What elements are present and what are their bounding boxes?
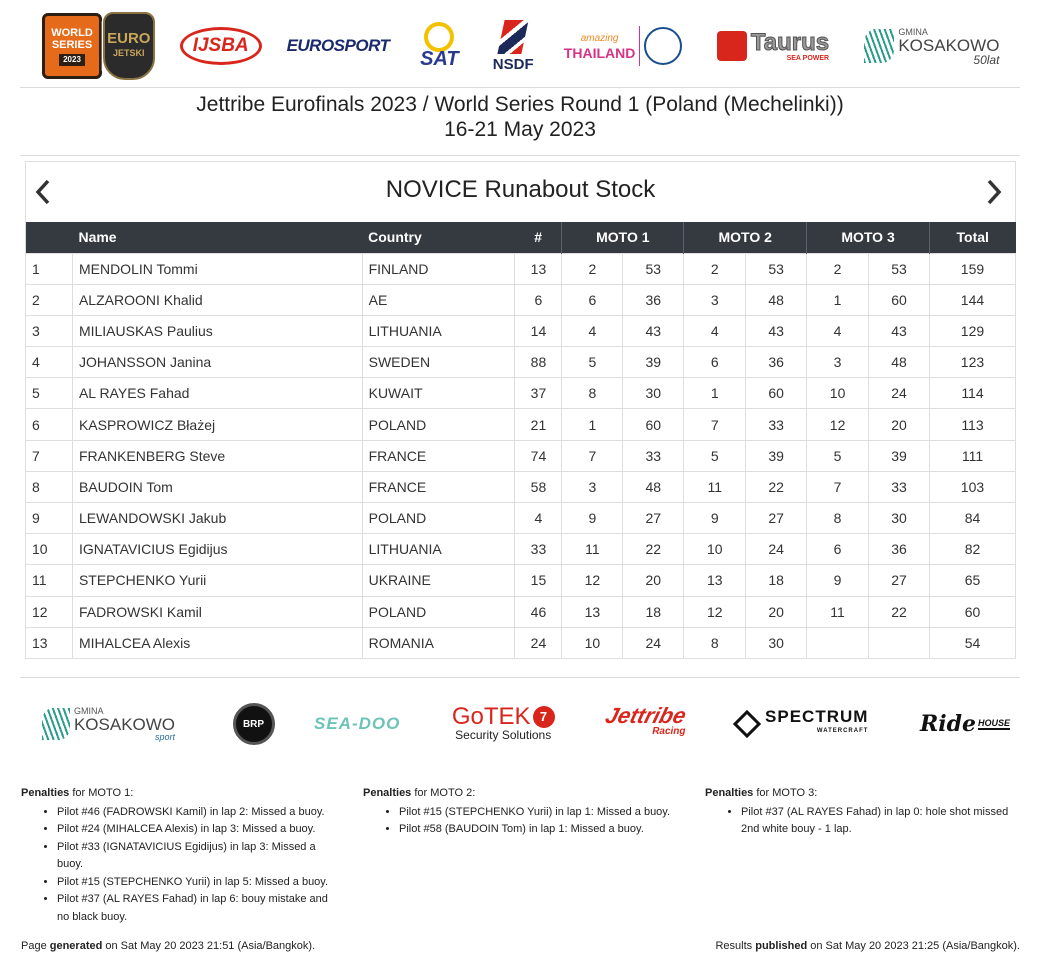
table-row: [26, 409, 1016, 440]
row-name: IGNATAVICIUS Egidijus: [72, 534, 362, 565]
row-moto1-place: 6: [562, 284, 623, 315]
row-moto2-points: 39: [746, 440, 807, 471]
row-moto3-points: 20: [869, 409, 930, 440]
event-dates: 16-21 May 2023: [444, 118, 596, 141]
row-moto2-points: 20: [746, 596, 807, 627]
sat-logo[interactable]: SAT: [414, 13, 464, 79]
col-header-name: Name: [78, 229, 117, 246]
row-moto1-place: 9: [562, 503, 623, 534]
row-moto1-points: 53: [623, 253, 684, 284]
row-moto1-points: 43: [623, 315, 684, 346]
table-row: [26, 253, 1016, 284]
row-moto3-points: 22: [869, 596, 930, 627]
row-moto2-points: 43: [746, 315, 807, 346]
penalty-item: • Pilot #15 (STEPCHENKO Yurii) in lap 5: Missed a buoy.: [57, 874, 336, 892]
row-moto1-place: 12: [562, 565, 623, 596]
row-moto3-points: 43: [869, 315, 930, 346]
row-number: 13: [515, 253, 562, 284]
brp-logo[interactable]: BRP: [233, 703, 275, 745]
row-total: 123: [929, 347, 1015, 378]
row-name: FADROWSKI Kamil: [72, 596, 362, 627]
row-country: FRANCE: [362, 471, 515, 502]
col-header-number: #: [534, 229, 543, 246]
row-position: 12: [26, 596, 73, 627]
row-number: 33: [515, 534, 562, 565]
penalty-item: • Pilot #58 (BAUDOIN Tom) in lap 1: Missed a buoy.: [399, 821, 693, 839]
row-country: LITHUANIA: [362, 534, 515, 565]
gotek-logo[interactable]: GoTEK 7 Security Solutions: [452, 706, 555, 742]
results-table: [25, 222, 1016, 659]
row-moto2-place: 10: [684, 534, 746, 565]
row-country: POLAND: [362, 596, 515, 627]
row-moto2-points: 30: [746, 627, 807, 658]
row-number: 37: [515, 378, 562, 409]
row-moto3-place: [807, 627, 869, 658]
kosakowo-logo[interactable]: GMINA KOSAKOWO 50lat: [862, 18, 1002, 74]
row-moto3-place: 11: [807, 596, 869, 627]
row-moto1-place: 8: [562, 378, 623, 409]
amazing-thailand-logo[interactable]: amazing THAILAND: [562, 18, 684, 74]
penalty-item: • Pilot #15 (STEPCHENKO Yurii) in lap 1: Missed a buoy.: [399, 804, 693, 822]
bottom-sponsor-bar: [20, 696, 1020, 752]
row-moto3-place: 6: [807, 534, 869, 565]
row-moto2-place: 9: [684, 503, 746, 534]
row-moto2-points: 53: [746, 253, 807, 284]
row-moto2-points: 60: [746, 378, 807, 409]
row-moto1-points: 18: [623, 596, 684, 627]
row-name: JOHANSSON Janina: [72, 347, 362, 378]
row-number: 46: [515, 596, 562, 627]
penalty-item: • Pilot #37 (AL RAYES Fahad) in lap 6: bouy mistake and no black buoy.: [57, 891, 336, 926]
ridehouse-logo[interactable]: Ride HOUSE: [919, 711, 1010, 737]
row-moto1-place: 2: [562, 253, 623, 284]
row-country: ROMANIA: [362, 627, 515, 658]
row-moto2-points: 48: [746, 284, 807, 315]
row-moto3-place: 5: [807, 440, 869, 471]
row-moto2-points: 27: [746, 503, 807, 534]
divider-top: [20, 87, 1020, 88]
row-moto2-place: 8: [684, 627, 746, 658]
row-moto1-points: 30: [623, 378, 684, 409]
row-country: SWEDEN: [362, 347, 515, 378]
row-moto3-points: 53: [869, 253, 930, 284]
event-title: Jettribe Eurofinals 2023 / World Series Round 1 (Poland (Mechelinki)): [196, 93, 844, 116]
row-position: 9: [26, 503, 73, 534]
next-class-button[interactable]: [979, 174, 1009, 210]
row-position: 5: [26, 378, 73, 409]
row-moto1-points: 36: [623, 284, 684, 315]
row-total: 114: [929, 378, 1015, 409]
table-row: [26, 534, 1016, 565]
penalty-item: • Pilot #46 (FADROWSKI Kamil) in lap 2: Missed a buoy.: [57, 804, 336, 822]
penalty-item: • Pilot #24 (MIHALCEA Alexis) in lap 3: Missed a buoy.: [57, 821, 336, 839]
row-number: 58: [515, 471, 562, 502]
table-row: [26, 347, 1016, 378]
row-moto1-points: 27: [623, 503, 684, 534]
row-number: 14: [515, 315, 562, 346]
row-position: 4: [26, 347, 73, 378]
seadoo-logo[interactable]: SEA-DOO: [314, 714, 401, 733]
row-moto3-points: 48: [869, 347, 930, 378]
row-total: 60: [929, 596, 1015, 627]
row-number: 74: [515, 440, 562, 471]
row-name: FRANKENBERG Steve: [72, 440, 362, 471]
row-moto2-place: 13: [684, 565, 746, 596]
row-number: 24: [515, 627, 562, 658]
nsdf-flag-icon: [498, 20, 529, 54]
row-name: STEPCHENKO Yurii: [72, 565, 362, 596]
row-position: 13: [26, 627, 73, 658]
row-name: ALZAROONI Khalid: [72, 284, 362, 315]
row-moto2-points: 18: [746, 565, 807, 596]
row-total: 82: [929, 534, 1015, 565]
taurus-logo[interactable]: Taurus SEA POWER: [709, 26, 837, 66]
table-row: [26, 503, 1016, 534]
row-position: 11: [26, 565, 73, 596]
row-country: POLAND: [362, 409, 515, 440]
penalties-moto1: Penalties for MOTO 1: • Pilot #46 (FADROWSKI Kamil) in lap 2: Missed a buoy. • Pilot #24 (MIHALCEA Alexis) in lap 3: Missed a buoy. • Pilot #33 (IGNATAVICIUS Egidijus) in lap 3: Missed a buoy. • Pilot #15 (STEPCHENKO Yurii) in lap 5: Missed a buoy. • Pilot #37 (AL RAYES Fahad) in lap 6: bouy mistake and no black buoy.: [21, 785, 336, 926]
row-moto3-points: 60: [869, 284, 930, 315]
penalties-moto2: Penalties for MOTO 2: • Pilot #15 (STEPCHENKO Yurii) in lap 1: Missed a buoy. • Pilot #58 (BAUDOIN Tom) in lap 1: Missed a buoy.: [363, 785, 693, 839]
nsdf-logo[interactable]: NSDF: [489, 13, 537, 79]
tat-seal-icon: [644, 27, 682, 65]
row-name: KASPROWICZ Błażej: [72, 409, 362, 440]
row-position: 7: [26, 440, 73, 471]
row-total: 54: [929, 627, 1015, 658]
row-moto1-points: 33: [623, 440, 684, 471]
kosakowo-wave-icon: [42, 708, 70, 740]
row-moto3-place: 10: [807, 378, 869, 409]
row-total: 65: [929, 565, 1015, 596]
row-moto3-place: 4: [807, 315, 869, 346]
penalty-list: [21, 804, 336, 927]
col-header-position: [26, 222, 73, 253]
row-moto1-points: 22: [623, 534, 684, 565]
table-row: [26, 565, 1016, 596]
row-position: 3: [26, 315, 73, 346]
row-number: 88: [515, 347, 562, 378]
row-moto1-place: 13: [562, 596, 623, 627]
results-table-body: [26, 253, 1016, 658]
row-moto3-place: 7: [807, 471, 869, 502]
row-name: MILIAUSKAS Paulius: [72, 315, 362, 346]
row-moto1-place: 5: [562, 347, 623, 378]
col-header-total: Total: [929, 222, 1015, 253]
col-header-moto2: MOTO 2: [684, 222, 807, 253]
chevron-right-icon: [985, 178, 1003, 206]
kosakowo-wave-icon: [864, 29, 894, 63]
row-moto2-place: 6: [684, 347, 746, 378]
row-moto3-points: 33: [869, 471, 930, 502]
top-sponsor-bar: [20, 6, 1020, 86]
results-card: [25, 161, 1016, 659]
row-moto3-points: 39: [869, 440, 930, 471]
world-series-logo[interactable]: WORLD SERIES 2023: [42, 13, 102, 79]
row-number: 15: [515, 565, 562, 596]
row-country: KUWAIT: [362, 378, 515, 409]
row-country: LITHUANIA: [362, 315, 515, 346]
row-moto2-place: 4: [684, 315, 746, 346]
row-position: 10: [26, 534, 73, 565]
results-card-header: [26, 162, 1015, 222]
col-header-moto3: MOTO 3: [807, 222, 930, 253]
row-name: MENDOLIN Tommi: [72, 253, 362, 284]
row-moto3-place: 8: [807, 503, 869, 534]
gotek-badge-icon: 7: [533, 706, 555, 728]
table-row: [26, 627, 1016, 658]
logo-divider: [101, 21, 102, 71]
eurosport-logo[interactable]: EUROSPORT: [286, 36, 390, 55]
generated-timestamp: Page generated on Sat May 20 2023 21:51 (Asia/Bangkok).: [21, 940, 316, 952]
row-moto2-place: 1: [684, 378, 746, 409]
spectrum-emblem-icon: [733, 710, 761, 738]
penalty-item: • Pilot #33 (IGNATAVICIUS Egidijus) in lap 3: Missed a buoy.: [57, 839, 336, 874]
logo-divider: [639, 26, 640, 66]
table-row: [26, 284, 1016, 315]
row-position: 8: [26, 471, 73, 502]
table-row: [26, 378, 1016, 409]
row-country: AE: [362, 284, 515, 315]
row-number: 21: [515, 409, 562, 440]
row-moto2-place: 5: [684, 440, 746, 471]
row-country: FINLAND: [362, 253, 515, 284]
row-moto1-place: 10: [562, 627, 623, 658]
row-moto1-place: 1: [562, 409, 623, 440]
row-moto2-place: 11: [684, 471, 746, 502]
col-header-moto1: MOTO 1: [562, 222, 684, 253]
table-row: [26, 315, 1016, 346]
row-moto3-points: 36: [869, 534, 930, 565]
row-country: UKRAINE: [362, 565, 515, 596]
published-timestamp: Results published on Sat May 20 2023 21:25 (Asia/Bangkok).: [715, 940, 1020, 952]
row-moto1-place: 4: [562, 315, 623, 346]
row-position: 1: [26, 253, 73, 284]
row-number: 4: [515, 503, 562, 534]
row-total: 159: [929, 253, 1015, 284]
row-moto2-place: 2: [684, 253, 746, 284]
penalty-item: • Pilot #37 (AL RAYES Fahad) in lap 0: hole shot missed 2nd white bouy - 1 lap.: [741, 804, 1020, 839]
kosakowo-sport-logo[interactable]: GMINA KOSAKOWO sport: [36, 700, 181, 748]
divider-title: [20, 155, 1020, 156]
row-moto2-points: 33: [746, 409, 807, 440]
row-name: AL RAYES Fahad: [72, 378, 362, 409]
row-moto1-points: 39: [623, 347, 684, 378]
table-row: [26, 440, 1016, 471]
table-row: [26, 471, 1016, 502]
row-moto3-points: 30: [869, 503, 930, 534]
row-moto2-place: 3: [684, 284, 746, 315]
row-moto3-points: 24: [869, 378, 930, 409]
row-moto1-place: 11: [562, 534, 623, 565]
event-header: [20, 92, 1020, 142]
col-header-country: Country: [368, 229, 422, 246]
penalty-list: [705, 804, 1020, 839]
row-total: 84: [929, 503, 1015, 534]
row-total: 111: [929, 440, 1015, 471]
row-moto3-place: 9: [807, 565, 869, 596]
table-row: [26, 596, 1016, 627]
penalties-moto3: Penalties for MOTO 3: • Pilot #37 (AL RAYES Fahad) in lap 0: hole shot missed 2nd white bouy - 1 lap.: [705, 785, 1020, 839]
ijsba-logo[interactable]: IJSBA: [180, 27, 262, 65]
row-moto1-place: 3: [562, 471, 623, 502]
row-total: 144: [929, 284, 1015, 315]
eurojetski-logo[interactable]: EURO JETSKI: [103, 12, 155, 80]
jettribe-logo[interactable]: Jettribe Racing: [602, 703, 690, 737]
row-moto2-place: 12: [684, 596, 746, 627]
row-position: 2: [26, 284, 73, 315]
row-moto1-points: 48: [623, 471, 684, 502]
row-country: FRANCE: [362, 440, 515, 471]
row-moto3-place: 12: [807, 409, 869, 440]
class-title: NOVICE Runabout Stock: [385, 176, 656, 203]
row-position: 6: [26, 409, 73, 440]
row-moto3-place: 2: [807, 253, 869, 284]
table-header-row: [26, 222, 1016, 253]
row-moto3-place: 1: [807, 284, 869, 315]
row-name: BAUDOIN Tom: [72, 471, 362, 502]
row-moto2-points: 24: [746, 534, 807, 565]
penalty-list: [363, 804, 693, 839]
row-total: 113: [929, 409, 1015, 440]
row-moto1-points: 60: [623, 409, 684, 440]
row-country: POLAND: [362, 503, 515, 534]
row-moto3-points: [869, 627, 930, 658]
taurus-emblem-icon: [717, 31, 747, 61]
row-moto1-place: 7: [562, 440, 623, 471]
row-name: MIHALCEA Alexis: [72, 627, 362, 658]
row-moto1-points: 20: [623, 565, 684, 596]
row-moto2-place: 7: [684, 409, 746, 440]
row-name: LEWANDOWSKI Jakub: [72, 503, 362, 534]
row-total: 129: [929, 315, 1015, 346]
row-number: 6: [515, 284, 562, 315]
row-moto1-points: 24: [623, 627, 684, 658]
row-moto2-points: 22: [746, 471, 807, 502]
row-moto3-place: 3: [807, 347, 869, 378]
row-moto2-points: 36: [746, 347, 807, 378]
row-total: 103: [929, 471, 1015, 502]
divider-results: [20, 677, 1020, 678]
row-moto3-points: 27: [869, 565, 930, 596]
spectrum-logo[interactable]: SPECTRUM WATERCRAFT: [737, 710, 868, 738]
